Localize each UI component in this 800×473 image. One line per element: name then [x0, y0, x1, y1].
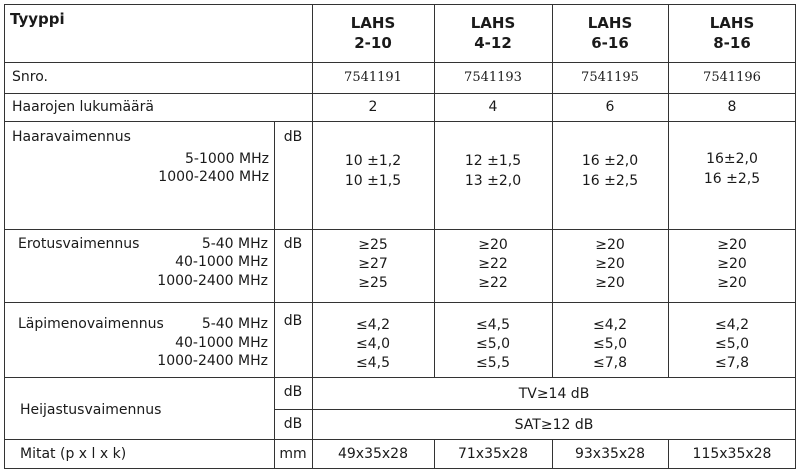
- isolation-value: ≥20: [717, 237, 747, 253]
- through-att-value: ≤4,5: [356, 355, 390, 371]
- row-label-dimensions: Mitat (p x l x k): [20, 446, 127, 462]
- grid-line: [4, 4, 796, 5]
- model-size: 2-10: [354, 34, 392, 52]
- branch-att-value: 16 ±2,5: [703, 171, 761, 187]
- dimension-value: 93x35x28: [574, 446, 645, 462]
- snro-value: 7541191: [344, 70, 402, 85]
- dimension-value: 71x35x28: [457, 446, 528, 462]
- isolation-value: ≥20: [717, 256, 747, 272]
- row-label-through-att: Läpimenovaimennus: [18, 316, 164, 332]
- freq-range: 40-1000 MHz: [175, 254, 268, 270]
- through-att-value: ≤5,0: [476, 336, 510, 352]
- grid-line: [4, 468, 796, 469]
- snro-value: 7541195: [581, 70, 639, 85]
- unit-label: dB: [283, 416, 303, 432]
- grid-line: [4, 377, 796, 378]
- row-label-snro: Snro.: [12, 69, 48, 85]
- return-loss-tv: TV≥14 dB: [518, 386, 590, 402]
- unit-label: dB: [283, 236, 303, 252]
- isolation-value: ≥20: [595, 275, 625, 291]
- through-att-value: ≤5,5: [476, 355, 510, 371]
- through-att-value: ≤5,0: [593, 336, 627, 352]
- freq-range: 5-40 MHz: [201, 236, 268, 252]
- freq-range: 5-1000 MHz: [185, 151, 269, 167]
- isolation-value: ≥25: [358, 275, 388, 291]
- unit-label: dB: [283, 384, 303, 400]
- model-size: 8-16: [713, 34, 751, 52]
- through-att-value: ≤7,8: [593, 355, 627, 371]
- dimension-value: 49x35x28: [337, 446, 408, 462]
- unit-label: dB: [283, 129, 303, 145]
- isolation-value: ≥22: [478, 256, 508, 272]
- model-name: LAHS: [470, 14, 516, 32]
- grid-line: [4, 121, 796, 122]
- through-att-value: ≤7,8: [715, 355, 749, 371]
- grid-line: [4, 62, 796, 63]
- isolation-value: ≥27: [358, 256, 388, 272]
- isolation-value: ≥20: [595, 256, 625, 272]
- model-name: LAHS: [350, 14, 396, 32]
- model-name: LAHS: [587, 14, 633, 32]
- branches-value: 8: [727, 99, 737, 115]
- model-name: LAHS: [709, 14, 755, 32]
- return-loss-sat: SAT≥12 dB: [514, 417, 594, 433]
- freq-range: 5-40 MHz: [201, 316, 268, 332]
- through-att-value: ≤4,0: [356, 336, 390, 352]
- row-label-branch-att: Haaravaimennus: [12, 129, 131, 145]
- branch-att-value: 12 ±1,5: [464, 153, 522, 169]
- branch-att-value: 13 ±2,0: [464, 173, 522, 189]
- header-label: Tyyppi: [10, 10, 65, 28]
- freq-range: 1000-2400 MHz: [157, 273, 268, 289]
- isolation-value: ≥22: [478, 275, 508, 291]
- unit-label: dB: [283, 313, 303, 329]
- snro-value: 7541193: [464, 70, 522, 85]
- through-att-value: ≤4,5: [476, 317, 510, 333]
- grid-line: [4, 302, 796, 303]
- isolation-value: ≥20: [478, 237, 508, 253]
- grid-line: [4, 229, 796, 230]
- through-att-value: ≤4,2: [593, 317, 627, 333]
- branches-value: 4: [488, 99, 498, 115]
- model-size: 4-12: [474, 34, 512, 52]
- branch-att-value: 10 ±1,2: [344, 153, 402, 169]
- through-att-value: ≤4,2: [356, 317, 390, 333]
- row-label-return-loss: Heijastusvaimennus: [20, 402, 162, 418]
- spec-table: [4, 4, 796, 469]
- through-att-value: ≤5,0: [715, 336, 749, 352]
- isolation-value: ≥20: [717, 275, 747, 291]
- row-label-branches: Haarojen lukumäärä: [12, 99, 154, 115]
- grid-line: [4, 439, 796, 440]
- grid-line: [274, 409, 796, 410]
- grid-line: [4, 4, 5, 469]
- row-label-isolation: Erotusvaimennus: [18, 236, 140, 252]
- dimension-value: 115x35x28: [692, 446, 772, 462]
- branch-att-value: 16 ±2,5: [581, 173, 639, 189]
- through-att-value: ≤4,2: [715, 317, 749, 333]
- snro-value: 7541196: [703, 70, 761, 85]
- grid-line: [4, 93, 796, 94]
- branch-att-value: 16 ±2,0: [581, 153, 639, 169]
- isolation-value: ≥20: [595, 237, 625, 253]
- branches-value: 2: [368, 99, 378, 115]
- model-size: 6-16: [591, 34, 629, 52]
- branch-att-value: 16±2,0: [706, 151, 758, 167]
- freq-range: 1000-2400 MHz: [157, 353, 268, 369]
- isolation-value: ≥25: [358, 237, 388, 253]
- branch-att-value: 10 ±1,5: [344, 173, 402, 189]
- freq-range: 1000-2400 MHz: [158, 169, 269, 185]
- unit-label: mm: [279, 446, 307, 462]
- branches-value: 6: [605, 99, 615, 115]
- freq-range: 40-1000 MHz: [175, 335, 268, 351]
